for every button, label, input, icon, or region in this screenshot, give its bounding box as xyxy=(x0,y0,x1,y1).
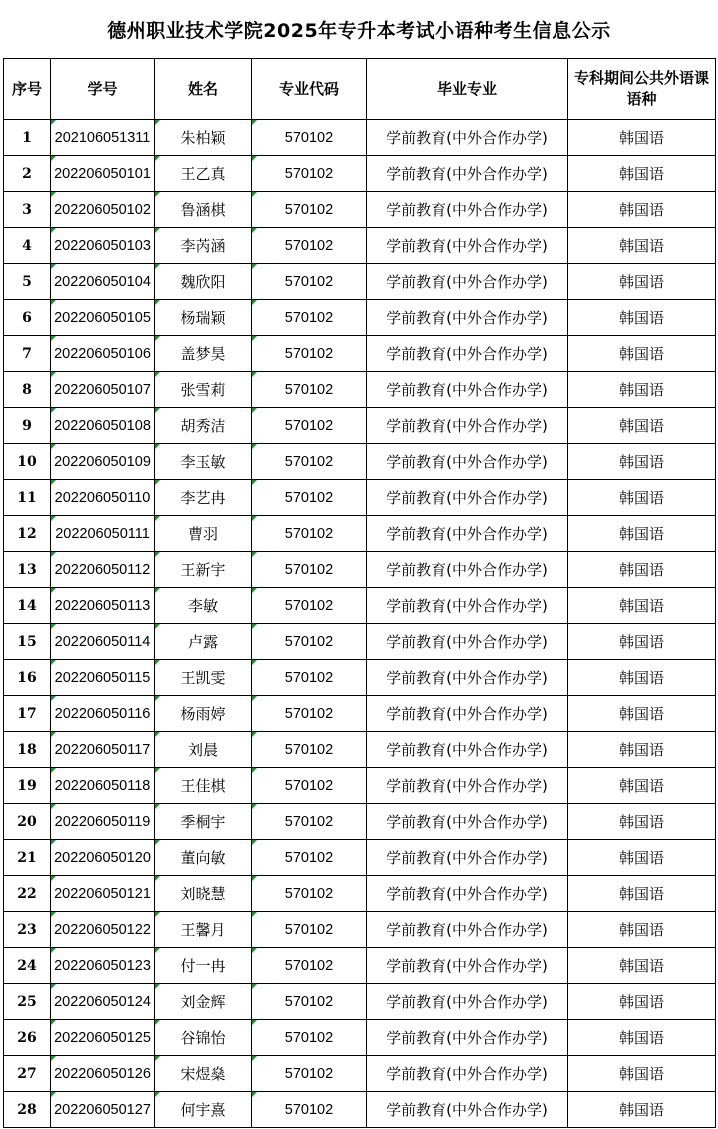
cell-major: 学前教育(中外合作办学) xyxy=(367,120,568,156)
cell-student-id: 202206050114 xyxy=(51,624,155,660)
header-index: 序号 xyxy=(4,59,51,120)
table-row xyxy=(4,696,716,732)
cell-name: 王新宇 xyxy=(155,552,252,588)
cell-student-id: 202206050118 xyxy=(51,768,155,804)
cell-name: 王乙真 xyxy=(155,156,252,192)
cell-major: 学前教育(中外合作办学) xyxy=(367,228,568,264)
cell-major: 学前教育(中外合作办学) xyxy=(367,948,568,984)
table-row xyxy=(4,840,716,876)
table-row xyxy=(4,732,716,768)
table-row xyxy=(4,480,716,516)
cell-student-id: 202206050125 xyxy=(51,1020,155,1056)
cell-major-code: 570102 xyxy=(252,840,367,876)
table-row xyxy=(4,948,716,984)
cell-index: 1 xyxy=(4,120,51,156)
cell-student-id: 202206050120 xyxy=(51,840,155,876)
cell-major-code: 570102 xyxy=(252,264,367,300)
cell-major-code: 570102 xyxy=(252,444,367,480)
header-major: 毕业专业 xyxy=(367,59,568,120)
table-row xyxy=(4,912,716,948)
cell-language: 韩国语 xyxy=(568,336,716,372)
table-row xyxy=(4,804,716,840)
cell-language: 韩国语 xyxy=(568,588,716,624)
cell-major-code: 570102 xyxy=(252,120,367,156)
cell-index: 4 xyxy=(4,228,51,264)
cell-student-id: 202206050127 xyxy=(51,1092,155,1128)
cell-student-id: 202206050108 xyxy=(51,408,155,444)
table-row xyxy=(4,408,716,444)
cell-major: 学前教育(中外合作办学) xyxy=(367,876,568,912)
cell-index: 22 xyxy=(4,876,51,912)
cell-major-code: 570102 xyxy=(252,1092,367,1128)
table-row xyxy=(4,1056,716,1092)
cell-major: 学前教育(中外合作办学) xyxy=(367,768,568,804)
table-header-row xyxy=(4,59,716,120)
cell-index: 10 xyxy=(4,444,51,480)
cell-name: 盖梦昊 xyxy=(155,336,252,372)
cell-major: 学前教育(中外合作办学) xyxy=(367,912,568,948)
cell-major: 学前教育(中外合作办学) xyxy=(367,156,568,192)
cell-index: 24 xyxy=(4,948,51,984)
cell-major-code: 570102 xyxy=(252,408,367,444)
cell-major: 学前教育(中外合作办学) xyxy=(367,336,568,372)
table-row xyxy=(4,876,716,912)
table-row xyxy=(4,768,716,804)
cell-major: 学前教育(中外合作办学) xyxy=(367,660,568,696)
table-row xyxy=(4,120,716,156)
cell-index: 12 xyxy=(4,516,51,552)
cell-language: 韩国语 xyxy=(568,768,716,804)
cell-major-code: 570102 xyxy=(252,696,367,732)
cell-major: 学前教育(中外合作办学) xyxy=(367,624,568,660)
cell-student-id: 202206050113 xyxy=(51,588,155,624)
cell-language: 韩国语 xyxy=(568,444,716,480)
cell-index: 14 xyxy=(4,588,51,624)
cell-index: 17 xyxy=(4,696,51,732)
cell-name: 董向敏 xyxy=(155,840,252,876)
cell-student-id: 202206050105 xyxy=(51,300,155,336)
header-student-id: 学号 xyxy=(51,59,155,120)
cell-major: 学前教育(中外合作办学) xyxy=(367,300,568,336)
cell-name: 李芮涵 xyxy=(155,228,252,264)
cell-student-id: 202206050123 xyxy=(51,948,155,984)
cell-index: 8 xyxy=(4,372,51,408)
table-row xyxy=(4,984,716,1020)
cell-major: 学前教育(中外合作办学) xyxy=(367,732,568,768)
cell-index: 3 xyxy=(4,192,51,228)
cell-language: 韩国语 xyxy=(568,696,716,732)
cell-index: 9 xyxy=(4,408,51,444)
cell-language: 韩国语 xyxy=(568,300,716,336)
cell-language: 韩国语 xyxy=(568,660,716,696)
cell-major-code: 570102 xyxy=(252,624,367,660)
cell-student-id: 202206050107 xyxy=(51,372,155,408)
cell-major: 学前教育(中外合作办学) xyxy=(367,588,568,624)
cell-language: 韩国语 xyxy=(568,480,716,516)
cell-index: 20 xyxy=(4,804,51,840)
cell-index: 21 xyxy=(4,840,51,876)
table-row xyxy=(4,1092,716,1128)
cell-index: 16 xyxy=(4,660,51,696)
table-row xyxy=(4,192,716,228)
header-name: 姓名 xyxy=(155,59,252,120)
cell-major-code: 570102 xyxy=(252,192,367,228)
cell-major: 学前教育(中外合作办学) xyxy=(367,408,568,444)
cell-major: 学前教育(中外合作办学) xyxy=(367,1020,568,1056)
cell-language: 韩国语 xyxy=(568,876,716,912)
cell-language: 韩国语 xyxy=(568,804,716,840)
cell-name: 杨雨婷 xyxy=(155,696,252,732)
cell-major: 学前教育(中外合作办学) xyxy=(367,372,568,408)
cell-language: 韩国语 xyxy=(568,1056,716,1092)
table-row xyxy=(4,372,716,408)
cell-major-code: 570102 xyxy=(252,948,367,984)
cell-major-code: 570102 xyxy=(252,480,367,516)
table-row xyxy=(4,588,716,624)
table-row xyxy=(4,300,716,336)
cell-language: 韩国语 xyxy=(568,1020,716,1056)
cell-student-id: 202106051311 xyxy=(51,120,155,156)
cell-language: 韩国语 xyxy=(568,264,716,300)
cell-name: 宋煜燊 xyxy=(155,1056,252,1092)
cell-language: 韩国语 xyxy=(568,120,716,156)
cell-major-code: 570102 xyxy=(252,300,367,336)
header-major-code: 专业代码 xyxy=(252,59,367,120)
cell-major-code: 570102 xyxy=(252,732,367,768)
cell-major-code: 570102 xyxy=(252,228,367,264)
cell-major-code: 570102 xyxy=(252,876,367,912)
cell-major: 学前教育(中外合作办学) xyxy=(367,444,568,480)
cell-language: 韩国语 xyxy=(568,984,716,1020)
table-row xyxy=(4,156,716,192)
cell-index: 19 xyxy=(4,768,51,804)
cell-language: 韩国语 xyxy=(568,372,716,408)
cell-name: 张雪莉 xyxy=(155,372,252,408)
cell-student-id: 202206050112 xyxy=(51,552,155,588)
cell-student-id: 202206050101 xyxy=(51,156,155,192)
cell-index: 28 xyxy=(4,1092,51,1128)
cell-index: 18 xyxy=(4,732,51,768)
cell-major-code: 570102 xyxy=(252,660,367,696)
table-row xyxy=(4,228,716,264)
cell-major-code: 570102 xyxy=(252,156,367,192)
cell-major-code: 570102 xyxy=(252,516,367,552)
cell-index: 13 xyxy=(4,552,51,588)
cell-major-code: 570102 xyxy=(252,984,367,1020)
cell-major-code: 570102 xyxy=(252,372,367,408)
cell-language: 韩国语 xyxy=(568,408,716,444)
cell-major-code: 570102 xyxy=(252,804,367,840)
cell-major: 学前教育(中外合作办学) xyxy=(367,804,568,840)
cell-student-id: 202206050103 xyxy=(51,228,155,264)
cell-name: 刘金辉 xyxy=(155,984,252,1020)
cell-name: 鲁涵棋 xyxy=(155,192,252,228)
header-language: 专科期间公共外语课语种 xyxy=(568,59,716,120)
cell-name: 谷锦怡 xyxy=(155,1020,252,1056)
cell-index: 6 xyxy=(4,300,51,336)
cell-name: 曹羽 xyxy=(155,516,252,552)
cell-name: 李艺冉 xyxy=(155,480,252,516)
cell-name: 季桐宇 xyxy=(155,804,252,840)
table-row xyxy=(4,444,716,480)
cell-name: 王佳棋 xyxy=(155,768,252,804)
cell-major: 学前教育(中外合作办学) xyxy=(367,1092,568,1128)
cell-language: 韩国语 xyxy=(568,552,716,588)
cell-student-id: 202206050102 xyxy=(51,192,155,228)
cell-student-id: 202206050110 xyxy=(51,480,155,516)
cell-language: 韩国语 xyxy=(568,840,716,876)
table-row xyxy=(4,552,716,588)
cell-name: 刘晨 xyxy=(155,732,252,768)
candidate-table xyxy=(3,58,716,1128)
page-title: 德州职业技术学院2025年专升本考试小语种考生信息公示 xyxy=(107,19,611,42)
cell-major-code: 570102 xyxy=(252,912,367,948)
cell-student-id: 202206050124 xyxy=(51,984,155,1020)
cell-index: 5 xyxy=(4,264,51,300)
cell-major: 学前教育(中外合作办学) xyxy=(367,516,568,552)
cell-student-id: 202206050111 xyxy=(51,516,155,552)
cell-name: 李玉敏 xyxy=(155,444,252,480)
cell-index: 25 xyxy=(4,984,51,1020)
cell-major-code: 570102 xyxy=(252,1056,367,1092)
cell-major-code: 570102 xyxy=(252,1020,367,1056)
cell-language: 韩国语 xyxy=(568,192,716,228)
cell-index: 7 xyxy=(4,336,51,372)
cell-major: 学前教育(中外合作办学) xyxy=(367,552,568,588)
cell-student-id: 202206050116 xyxy=(51,696,155,732)
cell-major-code: 570102 xyxy=(252,768,367,804)
cell-language: 韩国语 xyxy=(568,912,716,948)
cell-major: 学前教育(中外合作办学) xyxy=(367,984,568,1020)
cell-student-id: 202206050119 xyxy=(51,804,155,840)
cell-student-id: 202206050115 xyxy=(51,660,155,696)
cell-major: 学前教育(中外合作办学) xyxy=(367,192,568,228)
cell-name: 付一冉 xyxy=(155,948,252,984)
cell-major: 学前教育(中外合作办学) xyxy=(367,696,568,732)
cell-major: 学前教育(中外合作办学) xyxy=(367,840,568,876)
cell-index: 23 xyxy=(4,912,51,948)
cell-major: 学前教育(中外合作办学) xyxy=(367,264,568,300)
cell-index: 27 xyxy=(4,1056,51,1092)
cell-major-code: 570102 xyxy=(252,588,367,624)
cell-major: 学前教育(中外合作办学) xyxy=(367,480,568,516)
cell-index: 11 xyxy=(4,480,51,516)
cell-name: 何宇熹 xyxy=(155,1092,252,1128)
cell-name: 王馨月 xyxy=(155,912,252,948)
cell-index: 15 xyxy=(4,624,51,660)
cell-name: 王凯雯 xyxy=(155,660,252,696)
cell-language: 韩国语 xyxy=(568,948,716,984)
cell-major: 学前教育(中外合作办学) xyxy=(367,1056,568,1092)
cell-student-id: 202206050121 xyxy=(51,876,155,912)
cell-name: 魏欣阳 xyxy=(155,264,252,300)
cell-language: 韩国语 xyxy=(568,1092,716,1128)
cell-student-id: 202206050117 xyxy=(51,732,155,768)
cell-name: 卢露 xyxy=(155,624,252,660)
cell-major-code: 570102 xyxy=(252,336,367,372)
cell-student-id: 202206050106 xyxy=(51,336,155,372)
table-row xyxy=(4,624,716,660)
table-row xyxy=(4,336,716,372)
table-row xyxy=(4,516,716,552)
cell-language: 韩国语 xyxy=(568,228,716,264)
cell-index: 26 xyxy=(4,1020,51,1056)
cell-name: 胡秀洁 xyxy=(155,408,252,444)
cell-name: 李敏 xyxy=(155,588,252,624)
cell-student-id: 202206050126 xyxy=(51,1056,155,1092)
table-row xyxy=(4,660,716,696)
cell-major-code: 570102 xyxy=(252,552,367,588)
cell-language: 韩国语 xyxy=(568,156,716,192)
cell-student-id: 202206050109 xyxy=(51,444,155,480)
cell-language: 韩国语 xyxy=(568,624,716,660)
cell-name: 杨瑞颖 xyxy=(155,300,252,336)
cell-language: 韩国语 xyxy=(568,732,716,768)
cell-student-id: 202206050104 xyxy=(51,264,155,300)
cell-name: 朱柏颖 xyxy=(155,120,252,156)
table-row xyxy=(4,264,716,300)
cell-language: 韩国语 xyxy=(568,516,716,552)
cell-index: 2 xyxy=(4,156,51,192)
cell-student-id: 202206050122 xyxy=(51,912,155,948)
cell-name: 刘晓慧 xyxy=(155,876,252,912)
table-row xyxy=(4,1020,716,1056)
